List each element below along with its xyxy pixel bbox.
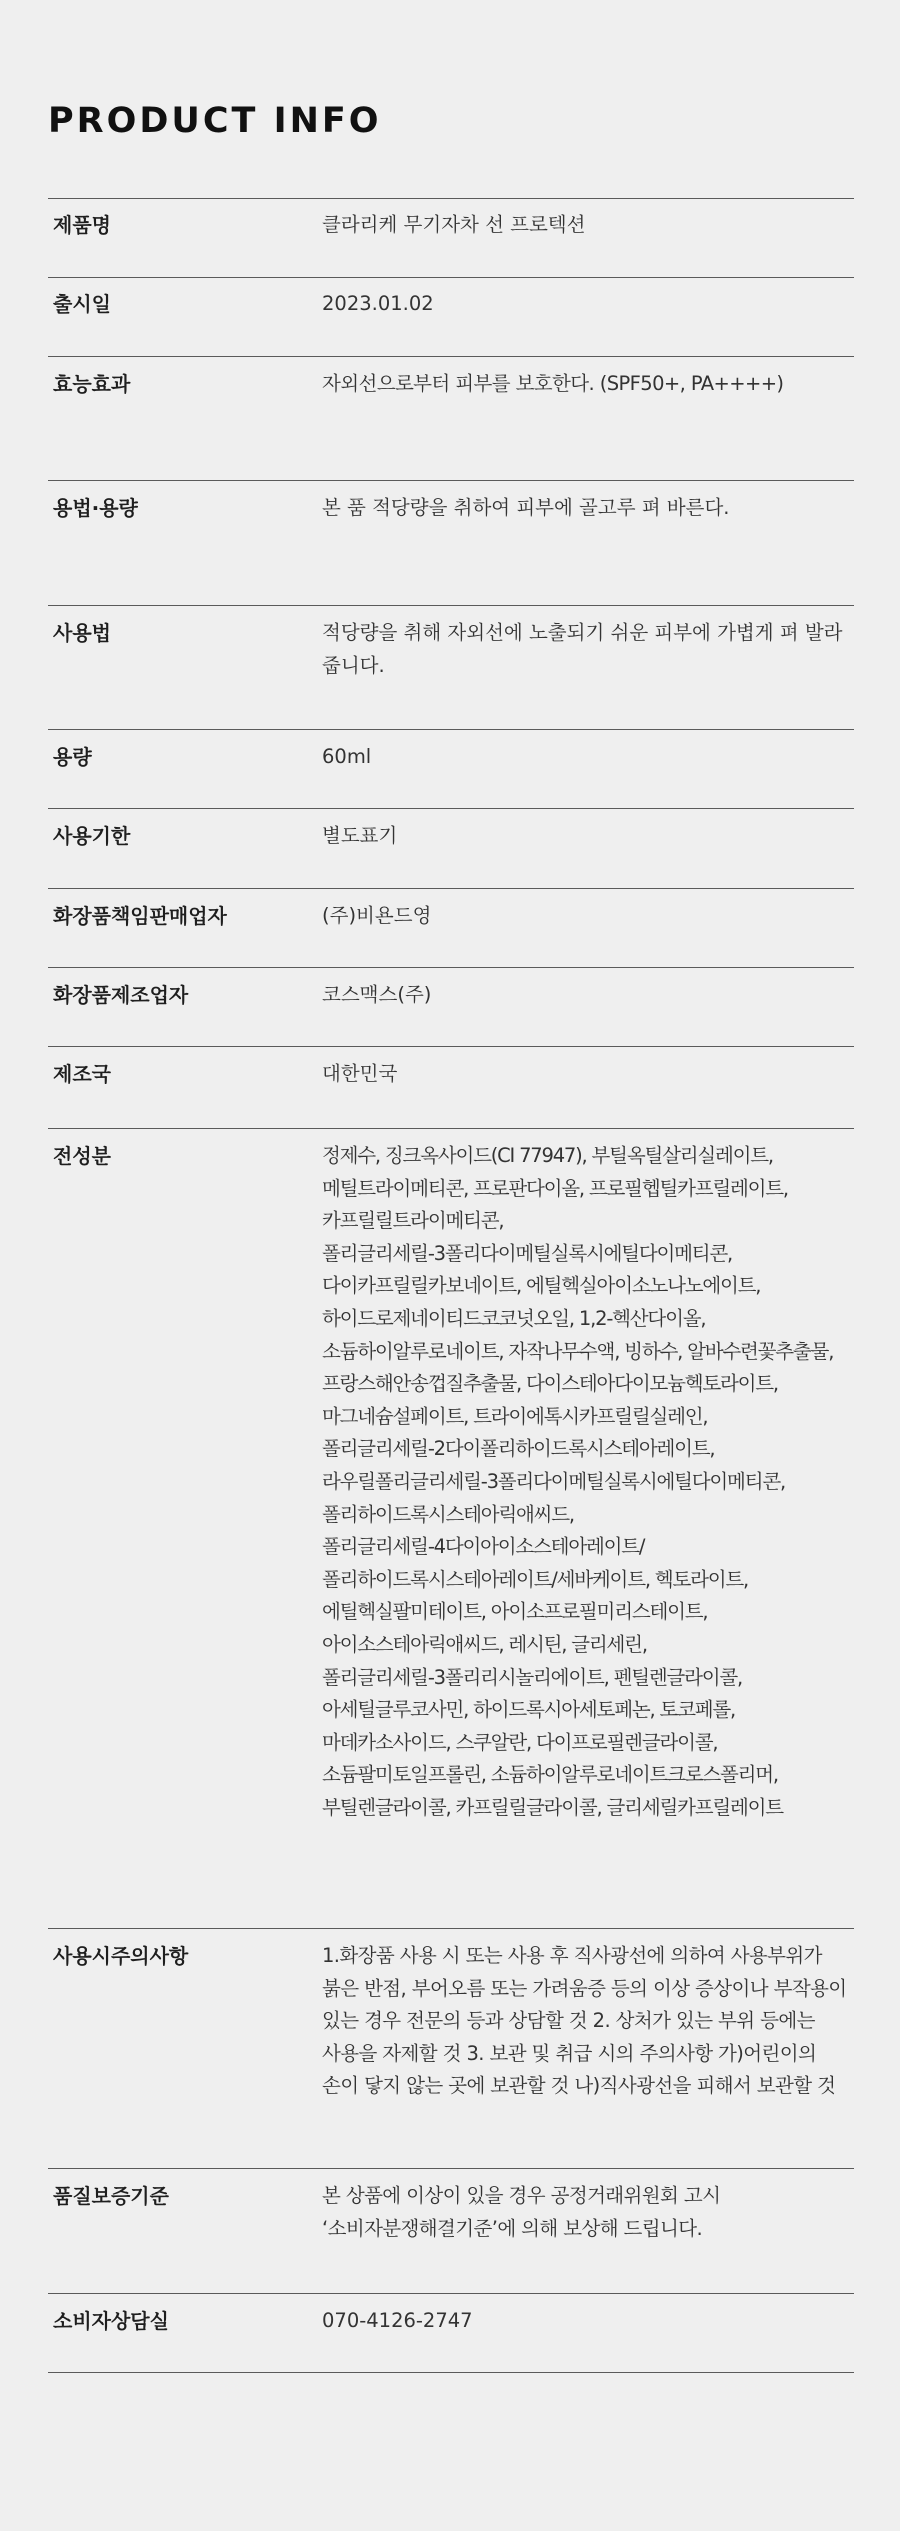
row-label-product-name: 제품명 <box>53 213 111 237</box>
row-divider <box>48 2293 854 2294</box>
row-value-precautions: 1.화장품 사용 시 또는 사용 후 직사광선에 의하여 사용부위가 붉은 반점, 부어오름 또는 가려움증 등의 이상 증상이나 부작용이 있는 경우 전문의 등과 상담할 것 2. 상처가 있는 부위 등에는 사용을 자제할 것 3. 보관 및 취급 시의 주의사항 가)어린이의 손이 닿지 않는 곳에 보관할 것 나)직사광선을 피해서 보관할 것 <box>322 1944 847 2098</box>
row-label-country: 제조국 <box>53 1062 111 1086</box>
page-title: PRODUCT INFO <box>48 101 382 141</box>
row-value-product-name: 클라리케 무기자차 선 프로텍션 <box>322 213 586 236</box>
row-value-volume: 60ml <box>322 745 372 768</box>
row-label-release-date: 출시일 <box>53 292 111 316</box>
row-label-usage: 사용법 <box>53 621 111 645</box>
row-label-efficacy: 효능효과 <box>53 372 131 396</box>
row-value-expiry: 별도표기 <box>322 824 398 847</box>
row-divider <box>48 277 854 278</box>
row-value-efficacy: 자외선으로부터 피부를 보호한다. (SPF50+, PA++++) <box>322 372 784 395</box>
row-divider <box>48 729 854 730</box>
row-label-ingredients: 전성분 <box>53 1144 111 1168</box>
row-value-customer-service: 070-4126-2747 <box>322 2309 473 2332</box>
row-divider <box>48 605 854 606</box>
row-divider <box>48 356 854 357</box>
row-value-release-date: 2023.01.02 <box>322 292 434 315</box>
row-value-usage: 적당량을 취해 자외선에 노출되기 쉬운 피부에 가볍게 펴 발라 줍니다. <box>322 621 843 677</box>
row-value-dosage: 본 품 적당량을 취하여 피부에 골고루 펴 바른다. <box>322 496 730 519</box>
row-divider <box>48 1046 854 1047</box>
row-divider <box>48 967 854 968</box>
row-value-country: 대한민국 <box>322 1062 398 1085</box>
row-label-volume: 용량 <box>53 745 92 769</box>
row-label-quality-guarantee: 품질보증기준 <box>53 2184 169 2208</box>
row-divider <box>48 888 854 889</box>
row-value-distributor: (주)비욘드영 <box>322 904 432 927</box>
row-divider <box>48 480 854 481</box>
row-label-precautions: 사용시주의사항 <box>53 1944 189 1968</box>
row-divider <box>48 198 854 199</box>
row-divider <box>48 2168 854 2169</box>
row-label-expiry: 사용기한 <box>53 824 131 848</box>
row-label-customer-service: 소비자상담실 <box>53 2309 169 2333</box>
row-divider <box>48 2372 854 2373</box>
row-divider <box>48 1928 854 1929</box>
row-value-manufacturer: 코스맥스(주) <box>322 983 432 1006</box>
row-label-distributor: 화장품책임판매업자 <box>53 904 227 928</box>
row-divider <box>48 1128 854 1129</box>
row-value-ingredients: 정제수, 징크옥사이드(CI 77947), 부틸옥틸살리실레이트, 메틸트라이메티콘, 프로판다이올, 프로필헵틸카프릴레이트, 카프릴릴트라이메티콘, 폴리글리세릴-3폴리다이메틸실록시에틸다이메티콘, 다이카프릴릴카보네이트, 에틸헥실아이소노나노에이트, 하이드로제네이티드코코넛오일, 1,2-헥산다이올, 소듐하이알루로네이트, 자작나무수액, 빙하수, 알바수련꽃추출물, 프랑스해안송껍질추출물, 다이스테아다이모늄헥토라이트, 마그네슘설페이트, 트라이에톡시카프릴릴실레인, 폴리글리세릴-2다이폴리하이드록시스테아레이트, 라우릴폴리글리세릴-3폴리다이메틸실록시에틸다이메티콘, 폴리하이드록시스테아릭애씨드, 폴리글리세릴-4다이아이소스테아레이트/폴리하이드록시스테아레이트/세바케이트, 헥토라이트, 에틸헥실팔미테이트, 아이소프로필미리스테이트, 아이소스테아릭애씨드, 레시틴, 글리세린, 폴리글리세릴-3폴리리시놀리에이트, 펜틸렌글라이콜, 아세틸글루코사민, 하이드록시아세토페논, 토코페롤, 마데카소사이드, 스쿠알란, 다이프로필렌글라이콜, 소듐팔미토일프롤린, 소듐하이알루로네이트크로스폴리머, 부틸렌글라이콜, 카프릴릴글라이콜, 글리세릴카프릴레이트 <box>322 1144 834 1819</box>
row-value-quality-guarantee: 본 상품에 이상이 있을 경우 공정거래위원회 고시 ‘소비자분쟁해결기준’에 의해 보상해 드립니다. <box>322 2184 721 2240</box>
row-divider <box>48 808 854 809</box>
row-label-dosage: 용법·용량 <box>53 496 138 520</box>
row-label-manufacturer: 화장품제조업자 <box>53 983 189 1007</box>
